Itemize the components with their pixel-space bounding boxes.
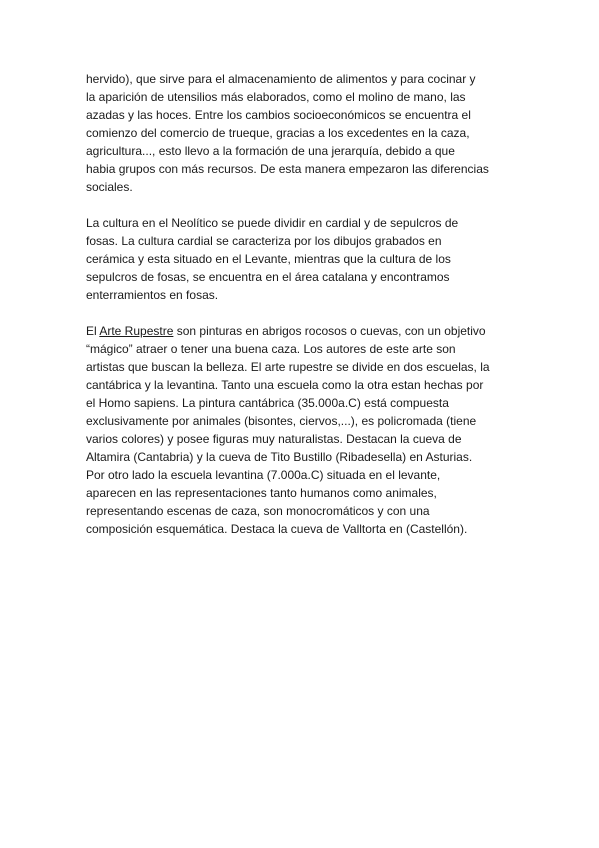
text-line: el Homo sapiens. La pintura cantábrica (35.000a.C) está compuesta <box>86 396 449 410</box>
text-line: la aparición de utensilios más elaborados, como el molino de mano, las <box>86 90 466 104</box>
document-body <box>86 70 526 556</box>
text-suffix: son pinturas en abrigos rocosos o cuevas, con un objetivo <box>173 324 486 338</box>
text-line-first <box>86 322 526 340</box>
text-line: composición esquemática. Destaca la cueva de Valltorta en (Castellón). <box>86 522 468 536</box>
text-line: enterramientos en fosas. <box>86 288 219 302</box>
text-line: exclusivamente por animales (bisontes, ciervos,...), es policromada (tiene <box>86 414 477 428</box>
text-line: hervido), que sirve para el almacenamiento de alimentos y para cocinar y <box>86 72 476 86</box>
text-line: Altamira (Cantabria) y la cueva de Tito Bustillo (Ribadesella) en Asturias. <box>86 450 473 464</box>
underlined-term-arte-rupestre: Arte Rupestre <box>99 324 174 338</box>
text-line: comienzo del comercio de trueque, gracias a los excedentes en la caza, <box>86 126 470 140</box>
text-line: cantábrica y la levantina. Tanto una escuela como la otra estan hechas por <box>86 378 484 392</box>
text-line: fosas. La cultura cardial se caracteriza por los dibujos grabados en <box>86 234 442 248</box>
text-line: sepulcros de fosas, se encuentra en el área catalana y encontramos <box>86 270 450 284</box>
paragraph-neolithic-changes <box>86 70 526 196</box>
text-line: sociales. <box>86 180 133 194</box>
text-line: “mágico” atraer o tener una buena caza. Los autores de este arte son <box>86 342 456 356</box>
text-line: varios colores) y posee figuras muy naturalistas. Destacan la cueva de <box>86 432 462 446</box>
text-line: azadas y las hoces. Entre los cambios socioeconómicos se encuentra el <box>86 108 471 122</box>
paragraph-neolithic-culture <box>86 214 526 304</box>
text-line: representando escenas de caza, son monocromáticos y con una <box>86 504 430 518</box>
text-line: artistas que buscan la belleza. El arte rupestre se divide en dos escuelas, la <box>86 360 490 374</box>
text-line: agricultura..., esto llevo a la formación de una jerarquía, debido a que <box>86 144 455 158</box>
text-line: Por otro lado la escuela levantina (7.000a.C) situada en el levante, <box>86 468 441 482</box>
text-line: cerámica y esta situado en el Levante, mientras que la cultura de los <box>86 252 451 266</box>
paragraph-rock-art <box>86 322 526 538</box>
text-prefix: El <box>86 324 100 338</box>
text-line: habia grupos con más recursos. De esta manera empezaron las diferencias <box>86 162 489 176</box>
text-line: La cultura en el Neolítico se puede dividir en cardial y de sepulcros de <box>86 216 459 230</box>
text-line: aparecen en las representaciones tanto humanos como animales, <box>86 486 437 500</box>
